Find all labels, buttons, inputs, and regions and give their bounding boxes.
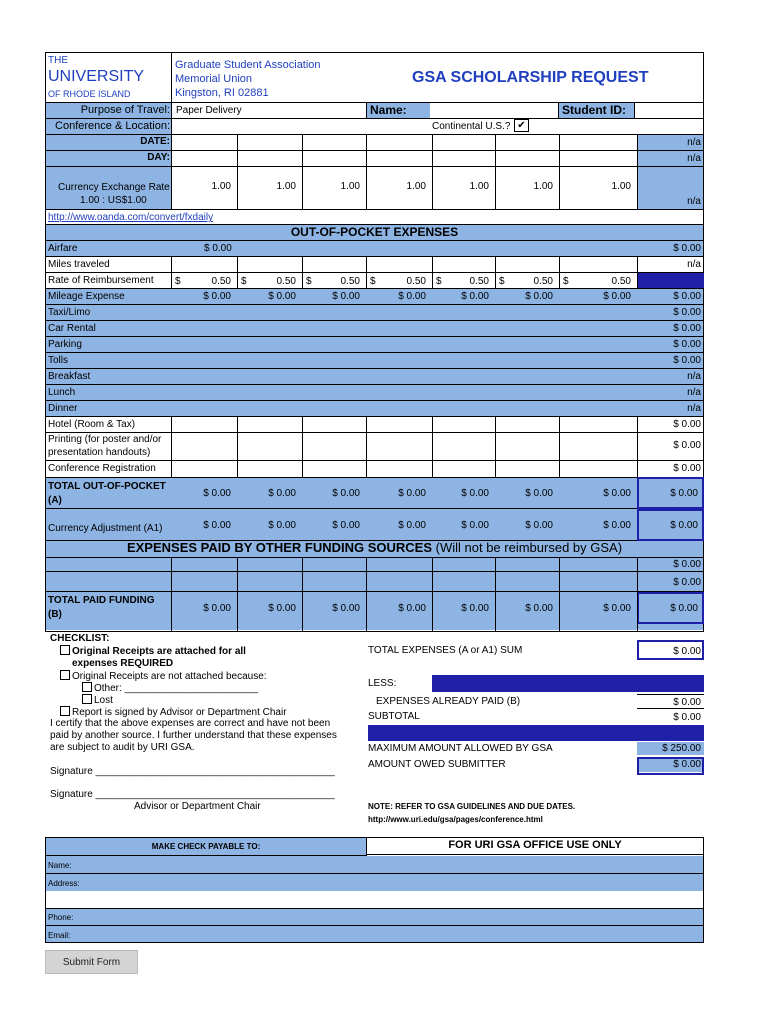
payable-email[interactable]: Email: — [48, 931, 71, 940]
advisor-label: Advisor or Department Chair — [134, 801, 261, 812]
currency-adj-value: $ 0.00 — [525, 520, 553, 531]
continental-checkbox[interactable]: ✔ — [514, 119, 529, 132]
oop-row-label: Dinner — [48, 403, 78, 414]
row-total: $ 0.00 — [673, 463, 701, 474]
oop-row-label: Lunch — [48, 387, 76, 398]
checklist-other[interactable]: Other: ________________________ — [82, 682, 258, 694]
currency-adj-value: $ 0.00 — [268, 520, 296, 531]
currency-adj-value: $ 0.00 — [203, 520, 231, 531]
currency-adj-value: $ 0.00 — [603, 520, 631, 531]
currency-adj-value: $ 0.00 — [398, 520, 426, 531]
rate-dollar: $ — [241, 276, 247, 287]
mileage-value: $ 0.00 — [332, 291, 360, 302]
row-total: $ 0.00 — [673, 291, 701, 302]
exchange-rate-cell[interactable]: 1.00 — [469, 181, 489, 192]
form-title: GSA SCHOLARSHIP REQUEST — [412, 69, 649, 86]
logo-the: THE — [48, 55, 68, 66]
row-total-na: n/a — [687, 403, 701, 414]
mileage-value: $ 0.00 — [203, 291, 231, 302]
row-total: $ 0.00 — [673, 440, 701, 451]
other-funding-title: EXPENSES PAID BY OTHER FUNDING SOURCES (Will not be reimbursed by GSA) — [126, 540, 623, 555]
total-oop-value: $ 0.00 — [398, 488, 426, 499]
exchange-rate-cell[interactable]: 1.00 — [276, 181, 296, 192]
mileage-value: $ 0.00 — [268, 291, 296, 302]
rate-dollar: $ — [306, 276, 312, 287]
oop-row-label: presentation handouts) — [48, 447, 151, 458]
rate-dollar: $ — [370, 276, 376, 287]
checklist-item-receipts-2: expenses REQUIRED — [72, 658, 174, 669]
max-allowed-label: MAXIMUM AMOUNT ALLOWED BY GSA — [368, 743, 553, 754]
mileage-value: $ 0.00 — [603, 291, 631, 302]
currency-adj-value: $ 0.00 — [670, 520, 698, 531]
rate-dollar: $ — [175, 276, 181, 287]
checklist-title: CHECKLIST: — [50, 633, 110, 644]
oanda-link[interactable]: http://www.oanda.com/convert/fxdaily — [48, 212, 214, 223]
rate-dollar: $ — [499, 276, 505, 287]
signature-line[interactable]: Signature ___________________________________________ — [50, 766, 335, 777]
certify-line1: I certify that the above expenses are correct and have not been — [50, 718, 331, 729]
note-url[interactable]: http://www.uri.edu/gsa/pages/conference.html — [368, 815, 543, 824]
office-title: FOR URI GSA OFFICE USE ONLY — [448, 839, 622, 851]
oop-row-label: Tolls — [48, 355, 69, 366]
row-total: $ 0.00 — [673, 323, 701, 334]
currency-sub: 1.00 : US$1.00 — [80, 195, 147, 206]
total-oop-value: $ 0.00 — [203, 488, 231, 499]
rate-value[interactable]: 0.50 — [340, 276, 360, 287]
continental-label: Continental U.S.? — [432, 121, 511, 132]
gsa-line3: Kingston, RI 02881 — [175, 87, 269, 99]
oop-row-label: Taxi/Limo — [48, 307, 91, 318]
rate-value[interactable]: 0.50 — [611, 276, 631, 287]
date-na: n/a — [687, 137, 701, 148]
payable-title: MAKE CHECK PAYABLE TO: — [151, 842, 261, 851]
total-funding-label: TOTAL PAID FUNDING — [48, 595, 155, 606]
oop-row-label: Conference Registration — [48, 463, 156, 474]
rate-dollar: $ — [563, 276, 569, 287]
funding-total-value: $ 0.00 — [670, 603, 698, 614]
certify-line2: paid by another source. I further understand that these expenses — [50, 730, 337, 741]
name-label: Name: — [370, 103, 407, 117]
other-row2-total: $ 0.00 — [673, 577, 701, 588]
oop-row-label: Mileage Expense — [48, 291, 125, 302]
rate-value[interactable]: 0.50 — [533, 276, 553, 287]
row-total: $ 0.00 — [673, 307, 701, 318]
owed-value: $ 0.00 — [673, 759, 701, 770]
subtotal-label: SUBTOTAL — [368, 711, 420, 722]
currency-adj-value: $ 0.00 — [461, 520, 489, 531]
total-oop-value: $ 0.00 — [603, 488, 631, 499]
oop-row-label: Printing (for poster and/or — [48, 434, 162, 445]
gsa-line1: Graduate Student Association — [175, 59, 321, 71]
total-funding-b: (B) — [48, 609, 62, 620]
mileage-value: $ 0.00 — [398, 291, 426, 302]
oop-row-label: Parking — [48, 339, 82, 350]
exchange-rate-cell[interactable]: 1.00 — [340, 181, 360, 192]
rate-value[interactable]: 0.50 — [276, 276, 296, 287]
certify-line3: are subject to audit by URI GSA. — [50, 742, 195, 753]
conference-label: Conference & Location: — [55, 120, 170, 132]
signature-line-2[interactable]: Signature ___________________________________________ — [50, 789, 335, 800]
row-total-na: n/a — [687, 371, 701, 382]
subtotal-value: $ 0.00 — [673, 712, 701, 723]
currency-adj-label: Currency Adjustment (A1) — [48, 523, 163, 534]
already-paid-value: $ 0.00 — [673, 697, 701, 708]
total-oop-label: TOTAL OUT-OF-POCKET — [48, 481, 166, 492]
oop-row-label: Hotel (Room & Tax) — [48, 419, 136, 430]
total-oop-value: $ 0.00 — [461, 488, 489, 499]
rate-value[interactable]: 0.50 — [211, 276, 231, 287]
payable-address[interactable]: Address: — [48, 879, 80, 888]
rate-value[interactable]: 0.50 — [406, 276, 426, 287]
currency-adj-value: $ 0.00 — [332, 520, 360, 531]
airfare-first[interactable]: $ 0.00 — [204, 243, 232, 254]
date-label: DATE: — [140, 136, 170, 147]
checklist-lost[interactable]: Lost — [82, 694, 113, 706]
rate-dollar: $ — [436, 276, 442, 287]
row-total: $ 0.00 — [673, 243, 701, 254]
funding-total-value: $ 0.00 — [332, 603, 360, 614]
currency-label: Currency Exchange Rate — [58, 182, 170, 193]
submit-form-button[interactable]: Submit Form — [45, 950, 138, 974]
oop-row-label: Breakfast — [48, 371, 91, 382]
row-total-na: n/a — [687, 387, 701, 398]
total-expenses-label: TOTAL EXPENSES (A or A1) SUM — [368, 645, 523, 656]
oop-title: OUT-OF-POCKET EXPENSES — [290, 225, 459, 239]
already-paid-label: EXPENSES ALREADY PAID (B) — [376, 696, 521, 707]
oop-row-label: Airfare — [48, 243, 78, 254]
funding-total-value: $ 0.00 — [525, 603, 553, 614]
total-expenses-value: $ 0.00 — [673, 646, 701, 657]
owed-label: AMOUNT OWED SUBMITTER — [368, 759, 506, 770]
logo-university: UNIVERSITY — [48, 68, 145, 85]
total-oop-value: $ 0.00 — [268, 488, 296, 499]
oop-row-label: Rate of Reimbursement — [48, 275, 154, 286]
funding-total-value: $ 0.00 — [398, 603, 426, 614]
student-id-label: Student ID: — [562, 103, 626, 117]
max-allowed-value: $ 250.00 — [662, 743, 701, 754]
day-na: n/a — [687, 153, 701, 164]
note-label: NOTE: REFER TO GSA GUIDELINES AND DUE DATES. — [368, 802, 576, 811]
checklist-item-not-attached[interactable]: Original Receipts are not attached because: — [60, 670, 267, 682]
total-oop-value: $ 0.00 — [332, 488, 360, 499]
purpose-label: Purpose of Travel: — [80, 104, 170, 116]
checklist-signed[interactable]: Report is signed by Advisor or Department Chair — [60, 706, 287, 718]
total-oop-value: $ 0.00 — [525, 488, 553, 499]
day-label: DAY: — [147, 152, 170, 163]
mileage-value: $ 0.00 — [461, 291, 489, 302]
exchange-rate-cell[interactable]: 1.00 — [611, 181, 631, 192]
row-total: $ 0.00 — [673, 419, 701, 430]
total-oop-a: (A) — [48, 495, 62, 506]
less-label: LESS: — [368, 678, 397, 689]
funding-total-value: $ 0.00 — [603, 603, 631, 614]
purpose-value[interactable]: Paper Delivery — [176, 105, 242, 116]
row-total: $ 0.00 — [673, 339, 701, 350]
exchange-rate-cell[interactable]: 1.00 — [533, 181, 553, 192]
row-total-na: n/a — [687, 259, 701, 270]
currency-na: n/a — [687, 196, 701, 207]
mileage-value: $ 0.00 — [525, 291, 553, 302]
row-total: $ 0.00 — [673, 355, 701, 366]
payable-phone[interactable]: Phone: — [48, 913, 74, 922]
funding-total-value: $ 0.00 — [203, 603, 231, 614]
oop-row-label: Miles traveled — [48, 259, 110, 270]
rate-value[interactable]: 0.50 — [469, 276, 489, 287]
funding-total-value: $ 0.00 — [268, 603, 296, 614]
payable-name[interactable]: Name: — [48, 861, 72, 870]
other-row1-total: $ 0.00 — [673, 559, 701, 570]
oop-row-label: Car Rental — [48, 323, 96, 334]
exchange-rate-cell[interactable]: 1.00 — [406, 181, 426, 192]
total-oop-value: $ 0.00 — [670, 488, 698, 499]
exchange-rate-cell[interactable]: 1.00 — [211, 181, 231, 192]
gsa-line2: Memorial Union — [175, 73, 253, 85]
logo-of-ri: OF RHODE ISLAND — [48, 89, 131, 99]
checklist-item-receipts[interactable]: Original Receipts are attached for all — [60, 645, 246, 657]
funding-total-value: $ 0.00 — [461, 603, 489, 614]
